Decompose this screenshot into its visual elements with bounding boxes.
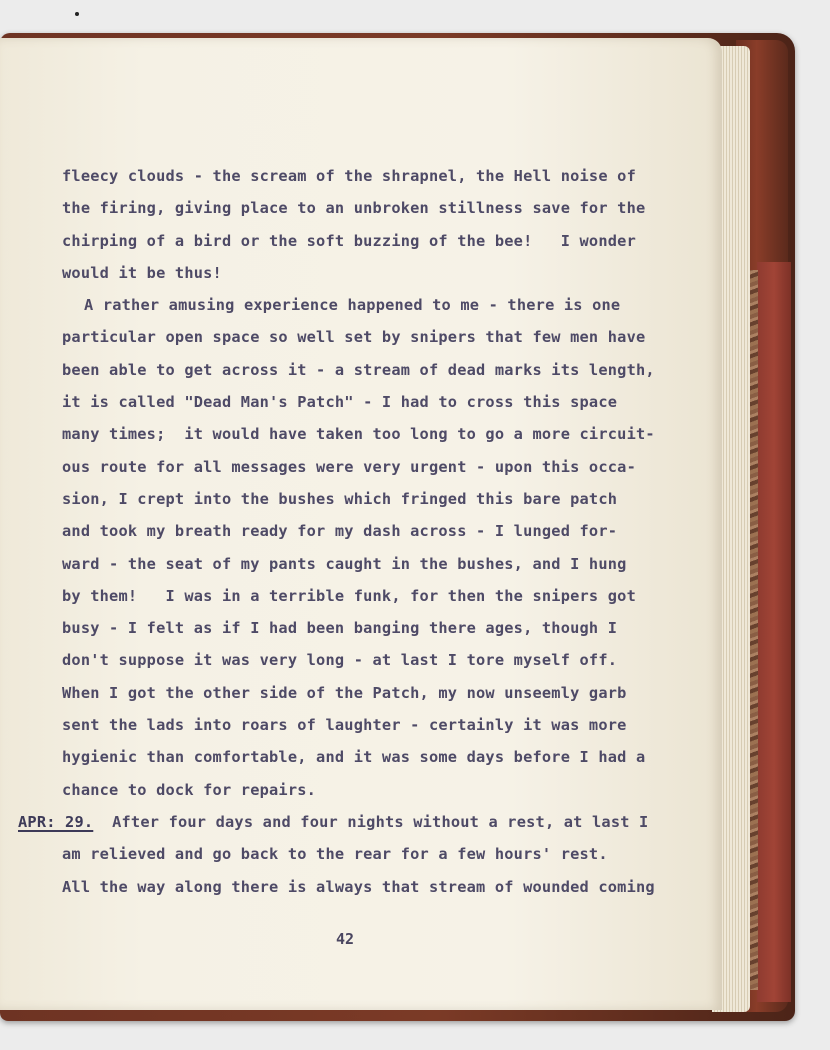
text-line: it is called "Dead Man's Patch" - I had to cross this space [62, 393, 618, 412]
text-line: When I got the other side of the Patch, my now unseemly garb [62, 683, 627, 702]
text-line: don't suppose it was very long - at last I tore myself off. [62, 651, 618, 670]
text-line: would it be thus! [62, 263, 222, 282]
ink-dot [75, 12, 79, 16]
text-line: chirping of a bird or the soft buzzing of the bee! I wonder [62, 231, 636, 250]
text-line: particular open space so well set by snipers that few men have [62, 328, 646, 347]
text-line: A rather amusing experience happened to me - there is one [84, 296, 621, 315]
text-line: fleecy clouds - the scream of the shrapnel, the Hell noise of [62, 167, 636, 185]
board-facing [757, 262, 791, 1002]
text-line: ward - the seat of my pants caught in the bushes, and I hung [62, 554, 627, 573]
dated-line [18, 806, 668, 838]
text-line: many times; it would have taken too long to go a more circuit- [62, 425, 655, 444]
text-line: sent the lads into roars of laughter - certainly it was more [62, 716, 627, 735]
text-line: All the way along there is always that stream of wounded coming [62, 877, 655, 896]
text-line: chance to dock for repairs. [62, 780, 317, 799]
date-label: APR: 29. [18, 812, 94, 831]
text-line: the firing, giving place to an unbroken stillness save for the [62, 199, 646, 218]
text-line: After four days and four nights without a rest, at last I [112, 812, 649, 831]
text-line: by them! I was in a terrible funk, for then the snipers got [62, 586, 636, 605]
text-line: am relieved and go back to the rear for a few hours' rest. [62, 845, 608, 864]
text-line: hygienic than comfortable, and it was some days before I had a [62, 748, 646, 767]
text-line: busy - I felt as if I had been banging there ages, though I [62, 619, 618, 638]
text-line: been able to get across it - a stream of dead marks its length, [62, 360, 655, 379]
page-number: 42 [336, 930, 355, 948]
text-line: sion, I crept into the bushes which fringed this bare patch [62, 489, 618, 508]
text-line: and took my breath ready for my dash across - I lunged for- [62, 522, 618, 541]
text-line: ous route for all messages were very urgent - upon this occa- [62, 457, 636, 476]
typed-text-block [18, 160, 712, 903]
